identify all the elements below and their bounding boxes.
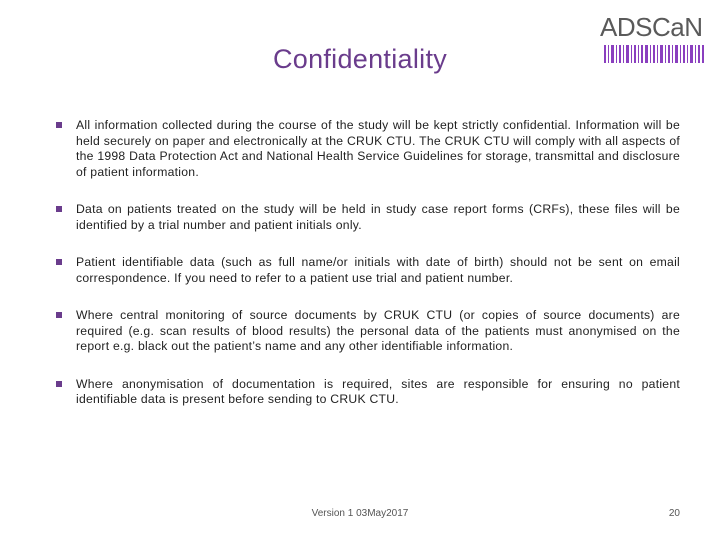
bullet-text: Data on patients treated on the study will be held in study case report forms (CRFs), these files will be identified by a trial number and patient initials only. xyxy=(76,202,680,232)
bullet-item xyxy=(56,377,680,408)
square-bullet-icon xyxy=(56,122,62,128)
bullet-item xyxy=(56,255,680,286)
square-bullet-icon xyxy=(56,206,62,212)
bullet-item xyxy=(56,118,680,180)
slide-title: Confidentiality xyxy=(272,44,448,74)
bullet-text: All information collected during the course of the study will be kept strictly confidential. Information will be held securely on paper and electronically at the CRUK CTU. The CRUK CTU will comply with all aspects of the 1998 Data Protection Act and National Health Service Guidelines for storage, transmittal and disclosure of patient information. xyxy=(76,118,680,179)
logo-barcode-icon xyxy=(604,45,704,63)
bullet-list xyxy=(56,118,680,430)
bullet-item xyxy=(56,308,680,355)
bullet-text: Where central monitoring of source documents by CRUK CTU (or copies of source documents) are required (e.g. scan results of blood results) the personal data of the patients must anonymised on the report e.g. black out the patient’s name and any other identifiable information. xyxy=(76,308,680,353)
bullet-text: Where anonymisation of documentation is required, sites are responsible for ensuring no patient identifiable data is present before sending to CRUK CTU. xyxy=(76,376,680,406)
page-number: 20 xyxy=(668,508,680,519)
square-bullet-icon xyxy=(56,259,62,265)
bullet-item xyxy=(56,202,680,233)
square-bullet-icon xyxy=(56,381,62,387)
adscan-logo xyxy=(600,12,708,64)
logo-text: ADSCaN xyxy=(600,12,703,42)
bullet-text: Patient identifiable data (such as full name/or initials with date of birth) should not be sent on email correspondence. If you need to refer to a patient use trial and patient number. xyxy=(76,255,680,285)
footer-version: Version 1 03May2017 xyxy=(311,508,409,519)
square-bullet-icon xyxy=(56,312,62,318)
